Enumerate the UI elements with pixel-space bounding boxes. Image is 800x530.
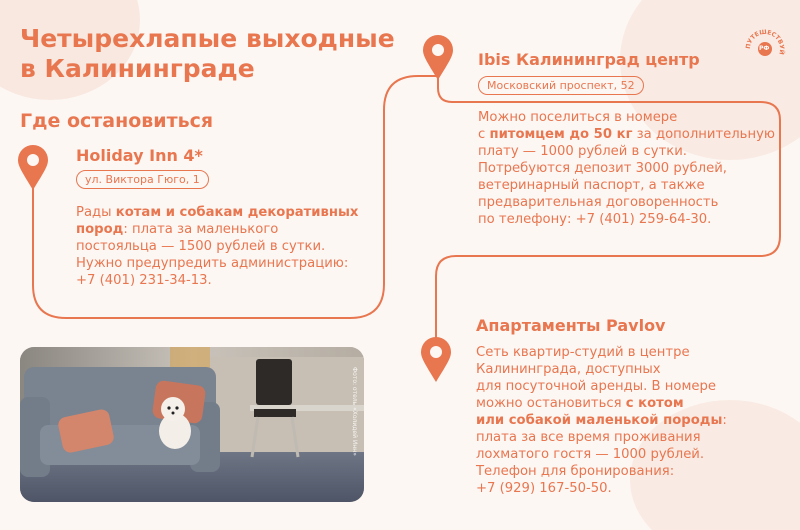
description-text: плату — 1000 рублей в сутки. (478, 144, 687, 159)
description-text: Нужно предупредить администрацию: (76, 256, 349, 271)
description-line (476, 378, 727, 395)
page-title (20, 24, 430, 84)
address-badge: ул. Виктора Гюго, 1 (76, 170, 209, 189)
location-pin-icon (421, 337, 451, 382)
section-title: Где остановиться (20, 110, 214, 132)
description-line (478, 177, 775, 194)
description-line (478, 143, 775, 160)
description-line (476, 412, 727, 429)
description-line (476, 480, 727, 497)
description-text: +7 (401) 231-34-13. (76, 273, 212, 288)
hotel-description (478, 109, 775, 228)
description-line (476, 344, 727, 361)
highlight-text: котам и собакам декоративных (115, 205, 359, 220)
description-text: для посуточной аренды. В номере (476, 379, 716, 394)
description-line (476, 429, 727, 446)
description-text: Можно поселиться в номере (478, 110, 678, 125)
description-line (478, 160, 775, 177)
highlight-text: пород (76, 222, 124, 237)
description-text: предварительная договоренность (478, 195, 719, 210)
description-text: Рады (76, 205, 116, 220)
hotel-name: Ibis Калининград центр (478, 50, 700, 69)
description-text: постояльца — 1500 рублей в сутки. (76, 239, 326, 254)
highlight-text: с котом (625, 396, 684, 411)
description-text: ветеринарный паспорт, а также (478, 178, 705, 193)
description-text: за дополнительную (632, 127, 775, 142)
address-badge: Московский проспект, 52 (478, 76, 644, 95)
hotel-name: Апартаменты Pavlov (476, 316, 666, 335)
hotel-room-photo (20, 347, 364, 502)
description-text: по телефону: +7 (401) 259-64-30. (478, 212, 712, 227)
description-text: Телефон для бронирования: (476, 464, 675, 479)
hotel-name: Holiday Inn 4* (76, 146, 203, 165)
description-line (76, 204, 358, 221)
description-line (478, 109, 775, 126)
description-line (476, 361, 727, 378)
description-text: можно остановиться (476, 396, 626, 411)
description-line (76, 255, 358, 272)
description-line (76, 272, 358, 289)
title-line: Четырехлапые выходные (20, 24, 395, 53)
description-line (476, 446, 727, 463)
description-text: : (722, 413, 727, 428)
brand-logo (744, 28, 786, 70)
description-line (76, 238, 358, 255)
logo-ring-text: ПУТЕШЕСТВУЙ (744, 28, 786, 56)
description-line (478, 211, 775, 228)
description-text: Калининграда, доступных (476, 362, 661, 377)
description-line (476, 395, 727, 412)
highlight-text: питомцем до 50 кг (489, 127, 633, 142)
logo-center-text: РФ (759, 45, 770, 52)
description-line (478, 194, 775, 211)
description-line (476, 463, 727, 480)
description-text: Потребуются депозит 3000 рублей, (478, 161, 727, 176)
description-line (76, 221, 358, 238)
description-text: плата за все время проживания (476, 430, 701, 445)
description-text: лохматого гостя — 1000 рублей. (476, 447, 705, 462)
highlight-text: или собакой маленькой породы (476, 413, 723, 428)
title-line: в Калининграде (20, 54, 255, 83)
location-pin-icon (18, 145, 48, 190)
description-text: Сеть квартир-студий в центре (476, 345, 690, 360)
hotel-description (76, 204, 358, 289)
description-text: +7 (929) 167-50-50. (476, 481, 612, 496)
photo-credit: Фото: отель «Холидей Инн» (351, 367, 358, 456)
description-text: : плата за маленького (123, 222, 279, 237)
description-line (478, 126, 775, 143)
description-text: с (478, 127, 490, 142)
room-illustration (20, 347, 364, 502)
hotel-description (476, 344, 727, 497)
